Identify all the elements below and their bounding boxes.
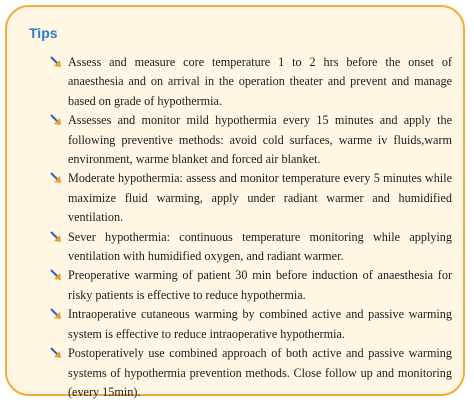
arrow-down-right-icon [50, 172, 62, 184]
tip-item [47, 53, 452, 111]
arrow-down-right-icon [50, 269, 62, 281]
tip-item [47, 169, 452, 227]
arrow-down-right-icon [50, 308, 62, 320]
arrow-down-right-icon [50, 347, 62, 359]
tip-item [47, 228, 452, 267]
tip-text: Moderate hypothermia: assess and monitor temperature every 5 minutes while maximize fluid warming, apply under radiant warmer and humidified ventilation. [68, 171, 452, 225]
tip-text: Intraoperative cutaneous warming by combined active and passive warming system is effective to reduce intraoperative hypothermia. [68, 307, 452, 341]
tip-text: Postoperatively use combined approach of both active and passive warming systems of hypothermia prevention methods. Close follow up and monitoring (every 15min). [68, 346, 452, 399]
arrow-down-right-icon [50, 56, 62, 68]
tip-item [47, 305, 452, 344]
tip-text: Assess and measure core temperature 1 to 2 hrs before the onset of anaesthesia and on arrival in the operation theater and prevent and manage based on grade of hypothermia. [68, 55, 452, 108]
tips-list [47, 53, 452, 402]
arrow-down-right-icon [50, 231, 62, 243]
arrow-down-right-icon [50, 114, 62, 126]
tip-text: Preoperative warming of patient 30 min before induction of anaesthesia for risky patients is effective to reduce hypothermia. [68, 268, 452, 302]
tip-item [47, 111, 452, 169]
tip-item [47, 266, 452, 305]
tip-item [47, 344, 452, 402]
tips-title: Tips [29, 25, 58, 41]
tip-text: Sever hypothermia: continuous temperature monitoring while applying ventilation with humidified oxygen, and radiant warmer. [68, 229, 452, 264]
tips-box [5, 5, 465, 399]
tip-text: Assesses and monitor mild hypothermia every 15 minutes and apply the following preventive methods: avoid cold surfaces, warme iv fluids,warm environment, warme blanket and forced air blanket. [68, 113, 452, 167]
